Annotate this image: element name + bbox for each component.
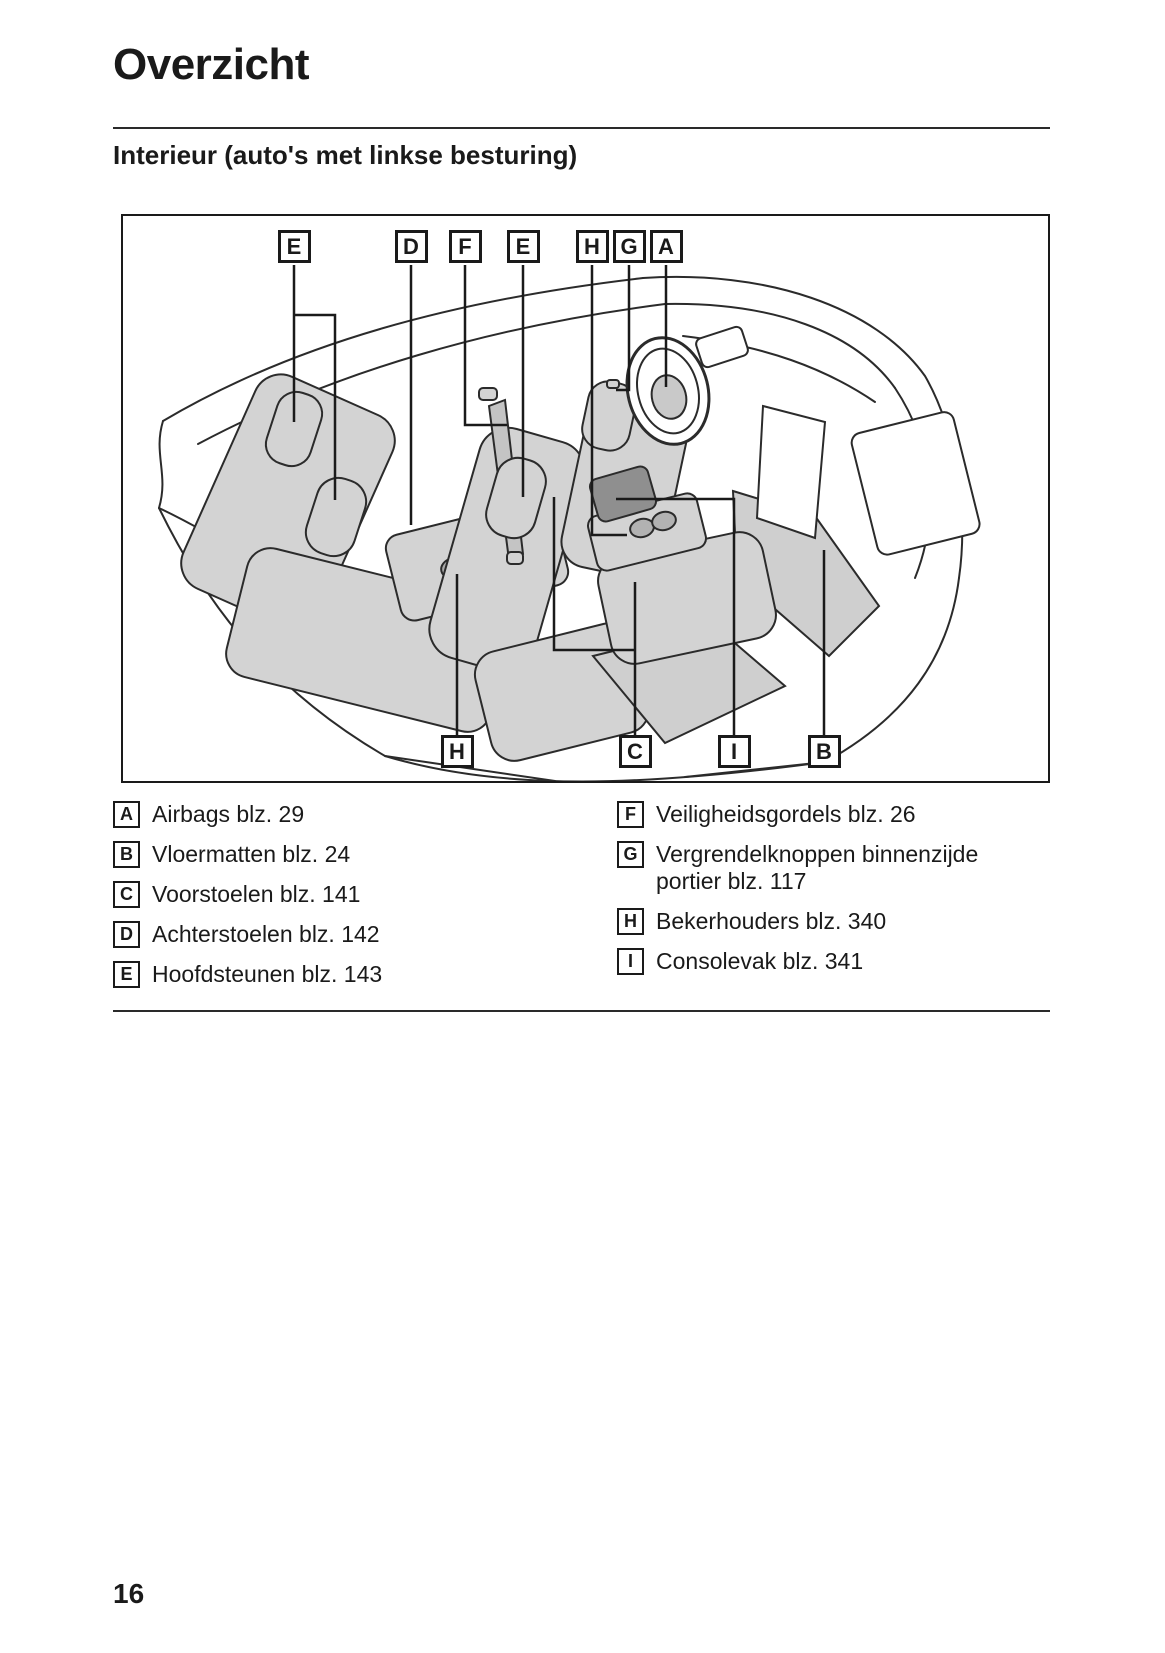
interior-diagram xyxy=(121,214,1050,783)
legend-item-g xyxy=(617,841,1027,895)
legend-letter-e: E xyxy=(113,961,140,988)
legend-label-i: Consolevak blz. 341 xyxy=(656,948,864,974)
page-title: Overzicht xyxy=(113,40,310,89)
legend-label-g: Vergrendelknoppen binnenzijde portier blz. 117 xyxy=(656,841,979,894)
legend-label-b: Vloermatten blz. 24 xyxy=(152,841,351,867)
title-divider xyxy=(113,127,1050,129)
legend-item-i xyxy=(617,948,1027,975)
callout-bottom-h-0: H xyxy=(441,735,474,768)
legend-letter-g: G xyxy=(617,841,644,868)
legend-label-d: Achterstoelen blz. 142 xyxy=(152,921,380,947)
legend-letter-f: F xyxy=(617,801,644,828)
callout-top-e-3: E xyxy=(507,230,540,263)
legend-letter-d: D xyxy=(113,921,140,948)
section-title: Interieur (auto's met linkse besturing) xyxy=(113,140,578,170)
callout-top-e-0: E xyxy=(278,230,311,263)
legend-item-a xyxy=(113,801,573,828)
legend-right-column xyxy=(617,801,1027,988)
legend-letter-h: H xyxy=(617,908,644,935)
callout-bottom-c-1: C xyxy=(619,735,652,768)
callout-bottom-b-3: B xyxy=(808,735,841,768)
callout-top-a-6: A xyxy=(650,230,683,263)
callout-top-h-4: H xyxy=(576,230,609,263)
page-number: 16 xyxy=(113,1578,145,1609)
legend-label-h: Bekerhouders blz. 340 xyxy=(656,908,887,934)
footer-divider xyxy=(113,1010,1050,1012)
callout-bottom-i-2: I xyxy=(718,735,751,768)
legend-label-c: Voorstoelen blz. 141 xyxy=(152,881,361,907)
legend-item-d xyxy=(113,921,573,948)
legend-left-column xyxy=(113,801,573,1001)
legend-item-e xyxy=(113,961,573,988)
legend-letter-i: I xyxy=(617,948,644,975)
legend-label-f: Veiligheidsgordels blz. 26 xyxy=(656,801,916,827)
legend-item-f xyxy=(617,801,1027,828)
callout-top-g-5: G xyxy=(613,230,646,263)
legend-letter-c: C xyxy=(113,881,140,908)
legend-item-c xyxy=(113,881,573,908)
legend-label-e: Hoofdsteunen blz. 143 xyxy=(152,961,383,987)
callout-top-d-1: D xyxy=(395,230,428,263)
callout-top-f-2: F xyxy=(449,230,482,263)
legend-item-h xyxy=(617,908,1027,935)
legend-letter-b: B xyxy=(113,841,140,868)
legend-letter-a: A xyxy=(113,801,140,828)
legend-label-a: Airbags blz. 29 xyxy=(152,801,305,827)
legend-item-b xyxy=(113,841,573,868)
car-interior-illustration xyxy=(123,216,1048,781)
